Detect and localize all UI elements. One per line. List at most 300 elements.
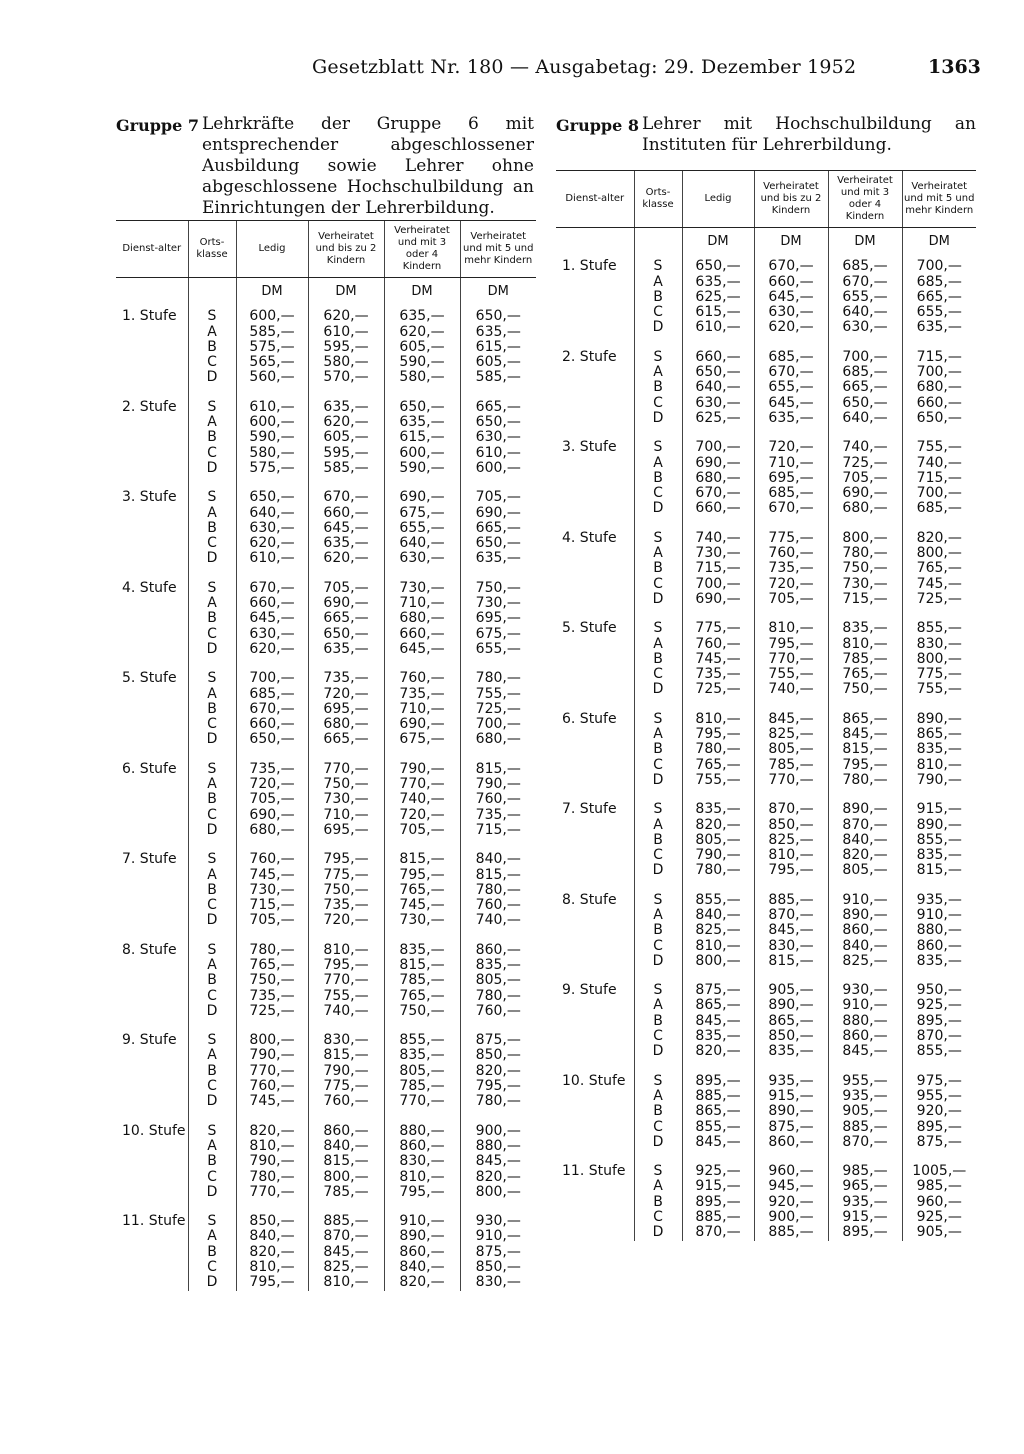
- salary-cell-v34: [828, 251, 902, 335]
- salary-value: 765,—: [842, 666, 888, 683]
- salary-cell-v34: [828, 336, 902, 426]
- salary-cell-v2: [754, 698, 828, 788]
- gazette-title: Gesetzblatt Nr. 180 — Ausgabetag: 29. Dezember 1952: [312, 56, 857, 78]
- salary-cell-v34: [384, 748, 460, 838]
- salary-value: 890,—: [768, 1103, 814, 1120]
- stufe-row: [556, 1060, 976, 1150]
- salary-value: 680,—: [475, 731, 521, 748]
- salary-cell-v2: [754, 336, 828, 426]
- salary-value: 925,—: [695, 1163, 741, 1180]
- salary-cell-v5: [902, 969, 976, 1059]
- salary-value: 715,—: [475, 821, 521, 838]
- ortsklasse-value: A: [207, 1047, 217, 1064]
- salary-cell-v2: [308, 476, 384, 566]
- salary-value: 870,—: [768, 801, 814, 818]
- salary-value: 810,—: [323, 1274, 369, 1291]
- salary-value: 960,—: [768, 1163, 814, 1180]
- ortsklasse-value: C: [207, 625, 217, 642]
- salary-value: 905,—: [768, 982, 814, 999]
- salary-value: 935,—: [768, 1072, 814, 1089]
- ortsklasse-value: A: [207, 414, 217, 431]
- salary-value: 635,—: [323, 535, 369, 552]
- salary-value: 760,—: [475, 897, 521, 914]
- salary-cell-v2: [754, 426, 828, 516]
- salary-value: 700,—: [475, 716, 521, 733]
- salary-value: 915,—: [916, 801, 962, 818]
- ortsklasse-value: C: [207, 806, 217, 823]
- salary-value: 790,—: [475, 776, 521, 793]
- salary-value: 920,—: [916, 1103, 962, 1120]
- salary-value: 910,—: [842, 891, 888, 908]
- salary-value: 630,—: [695, 394, 741, 411]
- page-header: [0, 56, 1024, 86]
- salary-value: 780,—: [475, 987, 521, 1004]
- salary-value: 905,—: [842, 1103, 888, 1120]
- salary-value: 785,—: [323, 1183, 369, 1200]
- salary-value: 895,—: [695, 1193, 741, 1210]
- salary-value: 585,—: [249, 323, 295, 340]
- salary-value: 700,—: [249, 670, 295, 687]
- salary-value: 870,—: [768, 906, 814, 923]
- salary-value: 890,—: [768, 997, 814, 1014]
- salary-value: 835,—: [475, 956, 521, 973]
- salary-value: 675,—: [399, 504, 445, 521]
- salary-value: 825,—: [768, 726, 814, 743]
- salary-value: 670,—: [323, 489, 369, 506]
- salary-cell-v2: [754, 1060, 828, 1150]
- salary-cell-ledig: [682, 788, 754, 878]
- salary-value: 755,—: [916, 681, 962, 698]
- salary-value: 730,—: [695, 545, 741, 562]
- salary-value: 690,—: [399, 489, 445, 506]
- salary-value: 690,—: [399, 716, 445, 733]
- salary-value: 895,—: [695, 1072, 741, 1089]
- stufe-row: [116, 748, 536, 838]
- salary-value: 735,—: [323, 897, 369, 914]
- salary-value: 605,—: [323, 429, 369, 446]
- salary-value: 610,—: [323, 323, 369, 340]
- ortsklasse-value: S: [207, 670, 217, 687]
- salary-value: 725,—: [249, 1002, 295, 1019]
- ortsklasse-value: C: [653, 575, 663, 592]
- salary-value: 765,—: [695, 756, 741, 773]
- ortsklasse-value: S: [653, 801, 663, 818]
- salary-value: 580,—: [249, 444, 295, 461]
- stufe-row: [116, 1019, 536, 1109]
- ortsklasse-value: A: [207, 323, 217, 340]
- ortsklasse-value: A: [653, 1178, 663, 1195]
- group-label: Gruppe 8: [556, 116, 639, 135]
- salary-value: 740,—: [323, 1002, 369, 1019]
- ortsklasse-cell: [634, 251, 682, 335]
- salary-value: 795,—: [842, 756, 888, 773]
- salary-value: 695,—: [323, 821, 369, 838]
- salary-value: 825,—: [842, 952, 888, 969]
- salary-value: 810,—: [768, 620, 814, 637]
- ortsklasse-value: A: [653, 635, 663, 652]
- ortsklasse-value: D: [652, 1224, 664, 1241]
- ortsklasse-cell: [188, 838, 236, 928]
- ortsklasse-value: A: [207, 1228, 217, 1245]
- salary-value: 670,—: [249, 700, 295, 717]
- ortsklasse-value: C: [207, 897, 217, 914]
- stufe-row: [556, 336, 976, 426]
- salary-value: 695,—: [768, 469, 814, 486]
- unit-label: DM: [308, 278, 384, 302]
- salary-value: 670,—: [768, 364, 814, 381]
- salary-value: 705,—: [323, 579, 369, 596]
- salary-value: 805,—: [842, 862, 888, 879]
- salary-value: 910,—: [842, 997, 888, 1014]
- ortsklasse-value: S: [653, 620, 663, 637]
- salary-value: 770,—: [768, 771, 814, 788]
- salary-value: 840,—: [695, 906, 741, 923]
- salary-value: 650,—: [475, 535, 521, 552]
- page-number: 1363: [928, 56, 981, 78]
- salary-value: 855,—: [695, 1118, 741, 1135]
- ortsklasse-value: S: [207, 1213, 217, 1230]
- salary-value: 860,—: [399, 1243, 445, 1260]
- salary-value: 820,—: [249, 1122, 295, 1139]
- salary-value: 705,—: [399, 821, 445, 838]
- ortsklasse-value: D: [206, 459, 218, 476]
- salary-value: 860,—: [842, 1028, 888, 1045]
- stufe-label: 1. Stufe: [122, 308, 177, 325]
- salary-value: 715,—: [916, 469, 962, 486]
- ortsklasse-cell: [634, 607, 682, 697]
- ortsklasse-value: D: [206, 1002, 218, 1019]
- salary-cell-ledig: [236, 567, 308, 657]
- salary-value: 740,—: [768, 681, 814, 698]
- salary-value: 870,—: [323, 1228, 369, 1245]
- ortsklasse-value: C: [653, 847, 663, 864]
- salary-value: 780,—: [842, 545, 888, 562]
- salary-value: 595,—: [323, 338, 369, 355]
- salary-value: 710,—: [399, 595, 445, 612]
- salary-value: 735,—: [249, 987, 295, 1004]
- salary-value: 815,—: [475, 866, 521, 883]
- salary-value: 975,—: [916, 1072, 962, 1089]
- ortsklasse-cell: [634, 788, 682, 878]
- salary-value: 855,—: [399, 1032, 445, 1049]
- salary-value: 665,—: [475, 398, 521, 415]
- salary-cell-v34: [828, 788, 902, 878]
- salary-value: 600,—: [399, 444, 445, 461]
- salary-value: 580,—: [399, 369, 445, 386]
- salary-value: 835,—: [399, 941, 445, 958]
- ortsklasse-value: D: [652, 681, 664, 698]
- salary-cell-v34: [384, 476, 460, 566]
- salary-value: 875,—: [475, 1243, 521, 1260]
- salary-cell-v34: [384, 1200, 460, 1290]
- ortsklasse-value: C: [653, 756, 663, 773]
- salary-value: 810,—: [399, 1168, 445, 1185]
- salary-table: [116, 220, 536, 1291]
- salary-value: 820,—: [695, 816, 741, 833]
- salary-value: 675,—: [475, 625, 521, 642]
- salary-value: 900,—: [475, 1122, 521, 1139]
- salary-value: 730,—: [323, 791, 369, 808]
- unit-label: DM: [460, 278, 536, 302]
- ortsklasse-value: C: [207, 1259, 217, 1276]
- salary-value: 750,—: [842, 681, 888, 698]
- ortsklasse-value: D: [206, 369, 218, 386]
- ortsklasse-value: S: [207, 1032, 217, 1049]
- ortsklasse-value: D: [652, 1133, 664, 1150]
- salary-value: 570,—: [323, 369, 369, 386]
- salary-value: 730,—: [475, 595, 521, 612]
- salary-value: 725,—: [475, 700, 521, 717]
- salary-cell-v34: [384, 567, 460, 657]
- salary-cell-v34: [384, 929, 460, 1019]
- salary-cell-v2: [308, 386, 384, 476]
- salary-value: 805,—: [399, 1062, 445, 1079]
- salary-value: 770,—: [768, 650, 814, 667]
- salary-cell-ledig: [236, 1110, 308, 1200]
- salary-value: 950,—: [916, 982, 962, 999]
- unit-label: DM: [754, 228, 828, 252]
- stufe-label: 11. Stufe: [122, 1213, 186, 1230]
- salary-value: 795,—: [475, 1078, 521, 1095]
- col-dienstalter: Dienst-alter: [556, 171, 634, 228]
- salary-value: 755,—: [323, 987, 369, 1004]
- salary-cell-ledig: [682, 879, 754, 969]
- salary-value: 650,—: [399, 398, 445, 415]
- ortsklasse-value: S: [207, 760, 217, 777]
- salary-value: 815,—: [323, 1047, 369, 1064]
- unit-label: DM: [902, 228, 976, 252]
- group-description: Lehrkräfte der Gruppe 6 mit entsprechender abgeschlossener Ausbildung sowie Lehrer ohne abgeschlossene Hochschulbildung an Einrichtungen der Lehrerbildung.: [202, 114, 534, 218]
- stufe-label: 8. Stufe: [122, 941, 177, 958]
- stufe-label: 4. Stufe: [562, 529, 617, 546]
- salary-value: 715,—: [695, 560, 741, 577]
- ortsklasse-value: D: [652, 952, 664, 969]
- empty-cell: [556, 228, 634, 252]
- salary-value: 810,—: [249, 1259, 295, 1276]
- salary-value: 795,—: [323, 851, 369, 868]
- salary-cell-v34: [828, 698, 902, 788]
- stufe-row: [116, 838, 536, 928]
- salary-value: 640,—: [249, 504, 295, 521]
- ortsklasse-value: B: [207, 610, 217, 627]
- salary-value: 630,—: [768, 304, 814, 321]
- salary-value: 590,—: [399, 354, 445, 371]
- salary-value: 985,—: [916, 1178, 962, 1195]
- ortsklasse-value: B: [653, 650, 663, 667]
- salary-cell-v5: [460, 1019, 536, 1109]
- salary-value: 815,—: [842, 741, 888, 758]
- salary-value: 675,—: [399, 731, 445, 748]
- ortsklasse-value: B: [653, 741, 663, 758]
- salary-cell-v5: [902, 1060, 976, 1150]
- ortsklasse-value: C: [207, 987, 217, 1004]
- salary-value: 700,—: [916, 364, 962, 381]
- salary-value: 740,—: [475, 912, 521, 929]
- salary-value: 740,—: [399, 791, 445, 808]
- salary-value: 705,—: [768, 590, 814, 607]
- ortsklasse-cell: [188, 748, 236, 838]
- salary-cell-v2: [754, 251, 828, 335]
- ortsklasse-value: S: [653, 1163, 663, 1180]
- salary-value: 935,—: [842, 1193, 888, 1210]
- salary-value: 840,—: [323, 1137, 369, 1154]
- ortsklasse-cell: [188, 386, 236, 476]
- salary-value: 690,—: [475, 504, 521, 521]
- salary-value: 635,—: [475, 550, 521, 567]
- ortsklasse-cell: [634, 879, 682, 969]
- salary-cell-v5: [460, 1110, 536, 1200]
- ortsklasse-value: B: [653, 288, 663, 305]
- ortsklasse-value: D: [206, 821, 218, 838]
- salary-value: 790,—: [323, 1062, 369, 1079]
- salary-value: 810,—: [695, 710, 741, 727]
- unit-label: DM: [828, 228, 902, 252]
- salary-value: 600,—: [475, 459, 521, 476]
- stufe-label: 9. Stufe: [562, 982, 617, 999]
- group-label: Gruppe 7: [116, 116, 199, 135]
- salary-value: 640,—: [842, 304, 888, 321]
- stufe-row: [116, 567, 536, 657]
- salary-value: 845,—: [768, 922, 814, 939]
- salary-value: 665,—: [323, 731, 369, 748]
- salary-value: 835,—: [842, 620, 888, 637]
- salary-value: 705,—: [249, 791, 295, 808]
- salary-value: 780,—: [475, 1093, 521, 1110]
- stufe-row: [556, 517, 976, 607]
- salary-value: 845,—: [842, 726, 888, 743]
- salary-value: 620,—: [249, 640, 295, 657]
- salary-value: 835,—: [695, 1028, 741, 1045]
- salary-value: 635,—: [323, 640, 369, 657]
- salary-value: 815,—: [768, 952, 814, 969]
- salary-value: 845,—: [768, 710, 814, 727]
- salary-cell-v2: [308, 838, 384, 928]
- salary-value: 875,—: [916, 1133, 962, 1150]
- salary-value: 820,—: [475, 1062, 521, 1079]
- ortsklasse-value: A: [207, 956, 217, 973]
- ortsklasse-value: D: [206, 912, 218, 929]
- salary-value: 800,—: [842, 529, 888, 546]
- salary-value: 820,—: [695, 1043, 741, 1060]
- salary-value: 845,—: [695, 1133, 741, 1150]
- salary-value: 700,—: [695, 575, 741, 592]
- ortsklasse-value: S: [653, 891, 663, 908]
- salary-value: 755,—: [768, 666, 814, 683]
- salary-value: 740,—: [695, 529, 741, 546]
- salary-value: 815,—: [475, 760, 521, 777]
- ortsklasse-value: A: [653, 816, 663, 833]
- ortsklasse-value: C: [653, 304, 663, 321]
- salary-cell-ledig: [236, 838, 308, 928]
- salary-value: 670,—: [249, 579, 295, 596]
- ortsklasse-value: C: [653, 1209, 663, 1226]
- salary-value: 865,—: [916, 726, 962, 743]
- salary-value: 610,—: [695, 319, 741, 336]
- salary-value: 710,—: [399, 700, 445, 717]
- gruppe8-section: [556, 112, 976, 1241]
- salary-value: 680,—: [249, 821, 295, 838]
- ortsklasse-value: B: [653, 831, 663, 848]
- salary-value: 890,—: [916, 816, 962, 833]
- stufe-label: 1. Stufe: [562, 258, 617, 275]
- salary-value: 775,—: [695, 620, 741, 637]
- salary-value: 585,—: [323, 459, 369, 476]
- salary-value: 640,—: [695, 379, 741, 396]
- salary-value: 810,—: [768, 847, 814, 864]
- salary-value: 845,—: [323, 1243, 369, 1260]
- stufe-label: 5. Stufe: [562, 620, 617, 637]
- stufe-row: [556, 788, 976, 878]
- ortsklasse-value: A: [653, 726, 663, 743]
- salary-cell-ledig: [236, 657, 308, 747]
- ortsklasse-value: B: [207, 881, 217, 898]
- salary-value: 1005,—: [912, 1163, 967, 1180]
- salary-value: 890,—: [399, 1228, 445, 1245]
- salary-value: 770,—: [323, 972, 369, 989]
- salary-value: 850,—: [475, 1259, 521, 1276]
- salary-cell-ledig: [236, 1019, 308, 1109]
- salary-value: 565,—: [249, 354, 295, 371]
- ortsklasse-cell: [188, 1019, 236, 1109]
- salary-cell-ledig: [682, 336, 754, 426]
- ortsklasse-cell: [634, 698, 682, 788]
- salary-value: 700,—: [916, 258, 962, 275]
- salary-value: 635,—: [768, 409, 814, 426]
- col-dienstalter: Dienst-alter: [116, 221, 188, 278]
- salary-value: 590,—: [249, 429, 295, 446]
- salary-value: 660,—: [768, 273, 814, 290]
- salary-value: 720,—: [323, 685, 369, 702]
- salary-cell-v34: [384, 1110, 460, 1200]
- salary-value: 745,—: [249, 1093, 295, 1110]
- ortsklasse-cell: [188, 929, 236, 1019]
- ortsklasse-value: C: [207, 716, 217, 733]
- table-header-row: [116, 221, 536, 278]
- salary-value: 885,—: [323, 1213, 369, 1230]
- stufe-label: 10. Stufe: [562, 1072, 626, 1089]
- salary-value: 760,—: [695, 635, 741, 652]
- salary-value: 840,—: [842, 937, 888, 954]
- salary-value: 840,—: [842, 831, 888, 848]
- ortsklasse-value: B: [653, 560, 663, 577]
- ortsklasse-value: A: [207, 595, 217, 612]
- salary-value: 805,—: [695, 831, 741, 848]
- salary-value: 830,—: [323, 1032, 369, 1049]
- ortsklasse-cell: [188, 1200, 236, 1290]
- salary-cell-v5: [902, 879, 976, 969]
- col-verh-3-4: Verheiratet und mit 3 oder 4 Kindern: [828, 171, 902, 228]
- salary-value: 850,—: [768, 1028, 814, 1045]
- ortsklasse-value: A: [207, 866, 217, 883]
- salary-value: 580,—: [323, 354, 369, 371]
- salary-value: 670,—: [768, 258, 814, 275]
- salary-value: 645,—: [768, 288, 814, 305]
- ortsklasse-cell: [634, 969, 682, 1059]
- salary-value: 630,—: [475, 429, 521, 446]
- salary-value: 685,—: [249, 685, 295, 702]
- salary-value: 860,—: [323, 1122, 369, 1139]
- salary-value: 595,—: [323, 444, 369, 461]
- salary-cell-v34: [828, 879, 902, 969]
- ortsklasse-value: C: [653, 1118, 663, 1135]
- salary-value: 720,—: [399, 806, 445, 823]
- ortsklasse-value: A: [653, 454, 663, 471]
- salary-value: 890,—: [842, 801, 888, 818]
- salary-value: 790,—: [399, 760, 445, 777]
- salary-value: 865,—: [695, 997, 741, 1014]
- salary-value: 925,—: [916, 997, 962, 1014]
- salary-value: 575,—: [249, 459, 295, 476]
